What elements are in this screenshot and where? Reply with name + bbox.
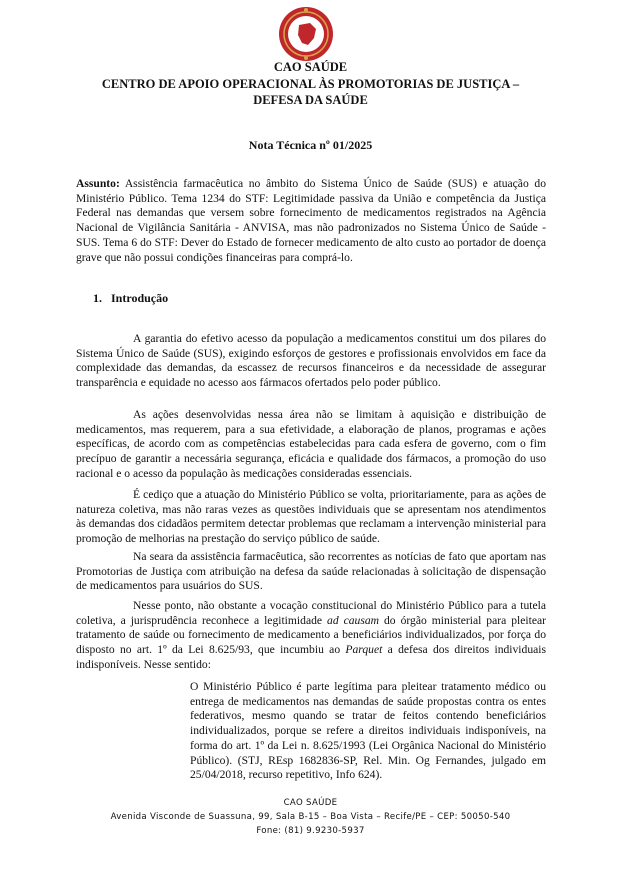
paragraph-5-part-c: a defesa dos direitos individuais indisponíveis. Nesse sentido:	[76, 643, 546, 671]
footer-address: Avenida Visconde de Suassuna, 99, Sala B-15 – Boa Vista – Recife/PE – CEP: 50050-540	[110, 812, 511, 822]
paragraph-3: É cediço que a atuação do Ministério Público se volta, prioritariamente, para as ações de natureza coletiva, mas não raras vezes as questões individuais que se apresentam nos atendimentos às demandas dos cidadãos permitem detectar problemas que reclamam a intervenção ministerial para promoção de melhorias na prestação do serviço público de saúde.	[76, 488, 546, 546]
paragraph-5-part-b: do órgão ministerial para pleitear tratamento de saúde ou fornecimento de medicamento a beneficiários individualizados, por força do disposto no art. 1º da Lei 8.625/93, que incumbiu ao	[76, 613, 546, 657]
org-short-name: CAO SAÚDE	[273, 60, 348, 74]
paragraph-5-italic-ad-causam: ad causam	[327, 613, 380, 627]
subject-label: Assunto:	[76, 177, 120, 190]
paragraph-5-italic-parquet: Parquet	[345, 643, 383, 657]
section-heading: 1. Introdução	[93, 291, 169, 305]
paragraph-5	[76, 599, 546, 673]
footer-org: CAO SAÚDE	[283, 798, 338, 808]
mp-seal-icon	[277, 5, 335, 63]
document-title: Nota Técnica nº 01/2025	[248, 138, 373, 152]
paragraph-4: Na seara da assistência farmacêutica, são recorrentes as notícias de fato que aportam nas Promotorias de Justiça com atribuição na defesa da saúde relacionadas à solicitação de dispensação de medicamentos para usuários do SUS.	[76, 550, 546, 593]
org-full-name-line2: DEFESA DA SAÚDE	[253, 93, 368, 107]
org-full-name-line1: CENTRO DE APOIO OPERACIONAL ÀS PROMOTORIAS DE JUSTIÇA –	[101, 77, 520, 91]
paragraph-1: A garantia do efetivo acesso da população a medicamentos constitui um dos pilares do Sistema Único de Saúde (SUS), exigindo esforços de gestores e profissionais envolvidos em face da complexidade das demandas, da escassez de recursos financeiros e da necessidade de assegurar transparência e equidade no acesso aos fármacos ofertados pelo poder público.	[76, 332, 546, 390]
subject-text: Assistência farmacêutica no âmbito do Sistema Único de Saúde (SUS) e atuação do Ministério Público. Tema 1234 do STF: Legitimidade passiva da União e competência da Justiça Federal nas demandas que versem sobre fornecimento de medicamentos registrados na Agência Nacional de Vigilância Sanitária - ANVISA, mas não padronizados no Sistema Único de Saúde - SUS. Tema 6 do STF: Dever do Estado de fornecer medicamento de alto custo ao portador de doença grave que não possui condições financeiras para comprá-lo.	[76, 177, 546, 264]
paragraph-5-part-a: Nesse ponto, não obstante a vocação constitucional do Ministério Público para a tutela coletiva, a jurisprudência reconhece a legitimidade	[76, 599, 546, 627]
block-quote: O Ministério Público é parte legítima para pleitear tratamento médico ou entrega de medicamentos nas demandas de saúde propostas contra os entes federativos, mesmo quando se tratar de feitos contendo beneficiários individualizados, porque se refere a direitos individuais indisponíveis, na forma do art. 1º da Lei n. 8.625/1993 (Lei Orgânica Nacional do Ministério Público). (STJ, REsp 1682836-SP, Rel. Min. Og Fernandes, julgado em 25/04/2018, recurso repetitivo, Info 624).	[190, 680, 546, 782]
footer-phone: Fone: (81) 9.9230-5937	[256, 826, 365, 836]
subject-paragraph	[76, 177, 546, 265]
paragraph-2: As ações desenvolvidas nessa área não se limitam à aquisição e distribuição de medicamentos, mas requerem, para a sua efetividade, a elaboração de planos, programas e ações específicas, de acordo com as competências estabelecidas para cada esfera de governo, com o fim precípuo de garantir a necessária segurança, eficácia e qualidade dos fármacos, a promoção do uso racional e o acesso da população às medicações consideradas essenciais.	[76, 408, 546, 480]
